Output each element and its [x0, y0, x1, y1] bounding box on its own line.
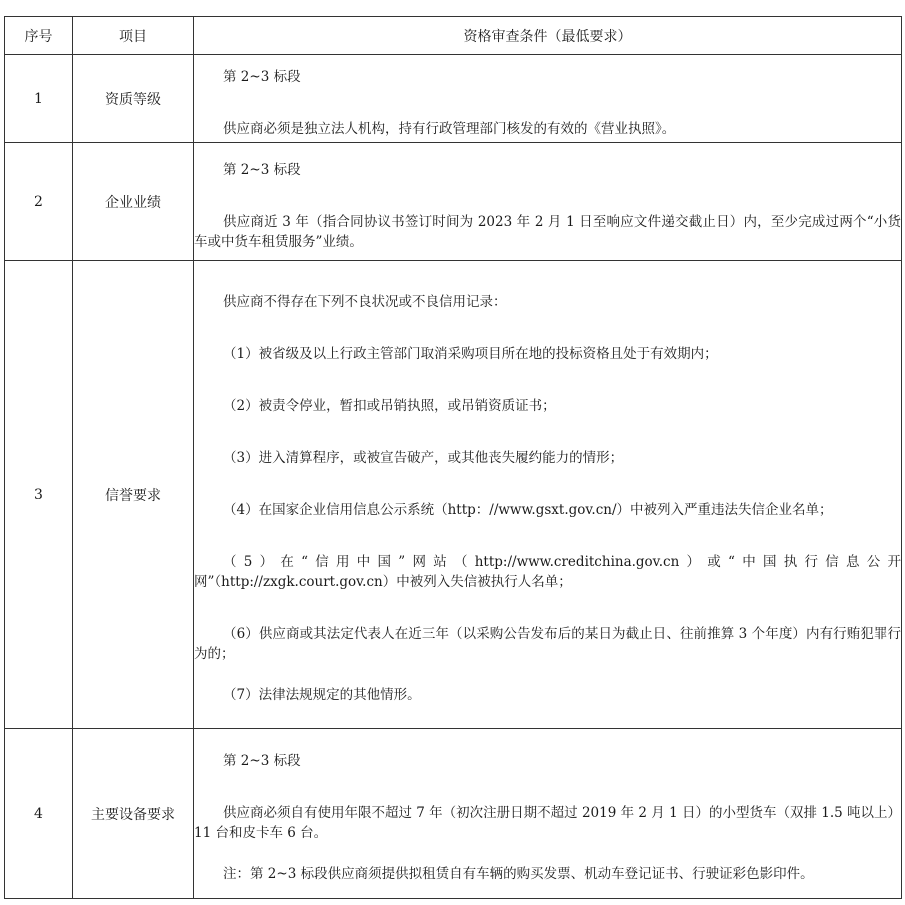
- row-item: 主要设备要求: [73, 729, 194, 899]
- condition-paragraph: 注：第 2~3 标段供应商须提供拟租赁自有车辆的购买发票、机动车登记证书、行驶证彩色影印件。: [223, 866, 814, 882]
- condition-paragraph: （5）在“信用中国”网站（http://www.creditchina.gov.cn）或“中国执行信息公开网”（http://zxgk.court.gov.cn）中被列入失信被执行人名单；: [194, 554, 901, 590]
- condition-paragraph: 第 2~3 标段: [223, 753, 301, 769]
- row-conditions: [194, 261, 902, 729]
- condition-paragraph: 供应商不得存在下列不良状况或不良信用记录：: [223, 294, 507, 310]
- table-row: [5, 143, 902, 261]
- condition-paragraph: （2）被责令停业，暂扣或吊销执照，或吊销资质证书；: [223, 398, 556, 414]
- condition-paragraph: （7）法律法规规定的其他情形。: [223, 687, 421, 703]
- table-row: [5, 261, 902, 729]
- row-number: 4: [5, 729, 73, 899]
- row-conditions: [194, 729, 902, 899]
- row-item: 企业业绩: [73, 143, 194, 261]
- condition-paragraph: 供应商必须是独立法人机构，持有行政管理部门核发的有效的《营业执照》。: [223, 120, 676, 137]
- condition-paragraph: 供应商必须自有使用年限不超过 7 年（初次注册日期不超过 2019 年 2 月 1 日）的小型货车（双排 1.5 吨以上）11 台和皮卡车 6 台。: [194, 805, 902, 841]
- row-number: 2: [5, 143, 73, 261]
- condition-paragraph: （4）在国家企业信用信息公示系统（http：//www.gsxt.gov.cn/）中被列入严重违法失信企业名单；: [223, 502, 833, 518]
- table-row: [5, 55, 902, 143]
- row-conditions: [194, 55, 902, 143]
- qualification-table: [4, 16, 902, 899]
- row-number: 3: [5, 261, 73, 729]
- row-item: 信誉要求: [73, 261, 194, 729]
- row-conditions: [194, 143, 902, 261]
- condition-paragraph: 供应商近 3 年（指合同协议书签订时间为 2023 年 2 月 1 日至响应文件递交截止日）内，至少完成过两个“小货车或中货车租赁服务”业绩。: [194, 213, 901, 250]
- condition-paragraph: （1）被省级及以上行政主管部门取消采购项目所在地的投标资格且处于有效期内；: [223, 346, 718, 362]
- header-serial-number: 序号: [5, 17, 73, 55]
- table-row: [5, 729, 902, 899]
- condition-paragraph: 第 2~3 标段: [223, 68, 301, 85]
- header-conditions: 资格审查条件（最低要求）: [194, 17, 902, 55]
- row-number: 1: [5, 55, 73, 143]
- condition-paragraph: 第 2~3 标段: [223, 161, 301, 178]
- table-header-row: [5, 17, 902, 55]
- condition-paragraph: （3）进入清算程序，或被宣告破产，或其他丧失履约能力的情形；: [223, 450, 624, 466]
- condition-paragraph: （6）供应商或其法定代表人在近三年（以采购公告发布后的某日为截止日、往前推算 3 个年度）内有行贿犯罪行为的；: [194, 626, 901, 662]
- row-item: 资质等级: [73, 55, 194, 143]
- header-item: 项目: [73, 17, 194, 55]
